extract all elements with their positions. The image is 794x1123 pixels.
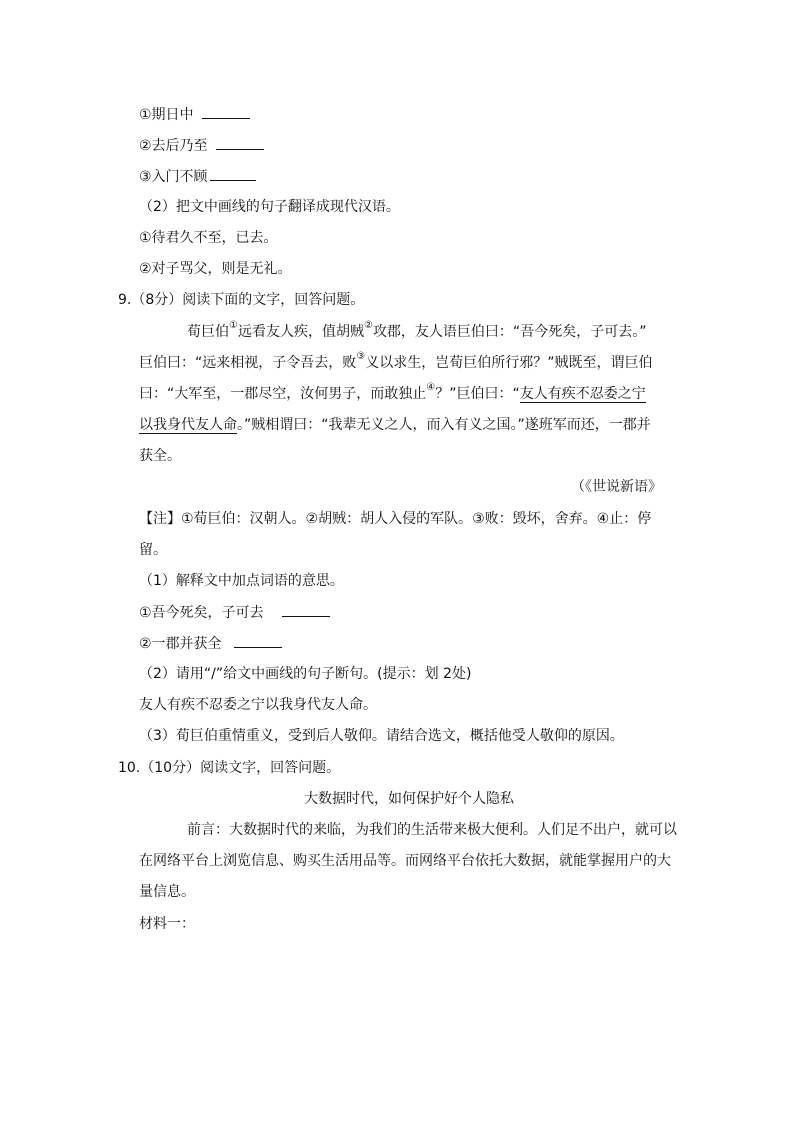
q9-part3-prompt: （3）荀巨伯重情重义，受到后人敬仰。请结合选文，概括他受人敬仰的原因。 [139, 728, 624, 744]
q9-passage-line-3: 曰：“大军至，一郡尽空，汝何男子，而敢独止④？”巨伯曰：“友人有疾不忍委之宁 [139, 382, 646, 402]
q8-sentence-1: ①待君久不至，已去。 [139, 230, 278, 246]
q10-material-1-label: 材料一： [139, 916, 195, 932]
q9-part2-prompt: （2）请用“/”给文中画线的句子断句。(提示：划 2处) [139, 666, 472, 682]
footnote-marker: ① [229, 320, 238, 332]
q9-passage-line-5: 获全。 [139, 448, 181, 464]
q9-notes-line-1: 【注】①荀巨伯：汉朝人。②胡贼：胡人入侵的军队。③败：毁坏，舍弃。④止：停 [139, 511, 652, 527]
q9-heading: 9.（8分）阅读下面的文字，回答问题。 [118, 292, 365, 308]
footnote-marker: ② [363, 320, 373, 332]
answer-blank [234, 633, 282, 648]
q9-notes-line-2: 留。 [139, 542, 167, 558]
q10-preface-line-3: 量信息。 [139, 884, 195, 900]
footnote-marker: ③ [356, 351, 366, 363]
q9-part1-prompt: （1）解释文中加点词语的意思。 [139, 573, 344, 589]
q10-heading: 10.（10分）阅读文字，回答问题。 [118, 760, 341, 776]
q9-passage-line-4: 以我身代友人命。”贼相谓曰：“我辈无义之人，而入有义之国。”遂班军而还，一郡并 [139, 417, 651, 433]
q8-item-2: ②去后乃至 [139, 135, 264, 156]
q9-source: （《世说新语》 [571, 479, 662, 495]
q9-item-1: ①吾今死矣，子可去 [139, 602, 330, 623]
q9-item-2: ②一郡并获全 [139, 633, 282, 654]
underlined-sentence: 以我身代友人命 [139, 417, 237, 433]
q10-preface-line-2: 在网络平台上浏览信息、购买生活用品等。而网络平台依托大数据，就能掌握用户的大 [139, 853, 671, 869]
underlined-sentence: 友人有疾不忍委之宁 [519, 386, 646, 402]
q10-article-title: 大数据时代，如何保护好个人隐私 [304, 791, 514, 807]
q8-item-1: ①期日中 [139, 104, 250, 125]
q9-passage-line-2: 巨伯曰：“远来相视，子令吾去，败③义以求生，岂荀巨伯所行邪？”贼既至，谓巨伯 [139, 351, 653, 371]
q8-sentence-2: ②对子骂父，则是无礼。 [139, 261, 292, 277]
q10-preface-line-1: 前言：大数据时代的来临，为我们的生活带来极大便利。人们足不出户，就可以 [187, 822, 677, 838]
q8-item-3: ③入门不顾 [139, 166, 256, 187]
footnote-marker: ④ [426, 382, 436, 394]
q9-passage-line-1: 荀巨伯①远看友人疾，值胡贼②攻郡，友人语巨伯曰：“吾今死矣，子可去。” [187, 320, 647, 340]
answer-blank [210, 166, 256, 181]
answer-blank [202, 104, 250, 119]
q8-part2-prompt: （2）把文中画线的句子翻译成现代汉语。 [139, 199, 400, 215]
q9-part2-sentence: 友人有疾不忍委之宁以我身代友人命。 [139, 697, 377, 713]
answer-blank [282, 602, 330, 617]
answer-blank [216, 135, 264, 150]
